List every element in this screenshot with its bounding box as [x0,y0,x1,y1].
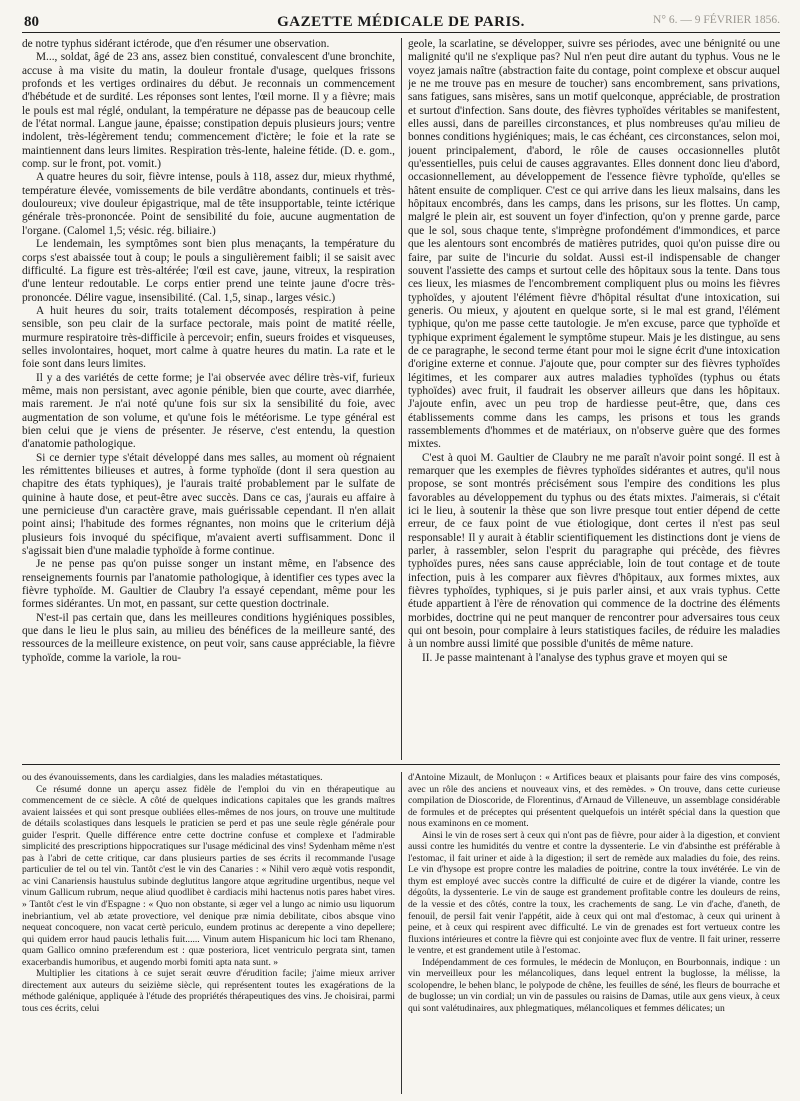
paragraph: Je ne pense pas qu'on puisse songer un instant même, en l'absence des renseignements fournis par l'anatomie pathologique, à identifier ces types avec la fièvre typhoïde. M. Gaultier de Claubry l'a essayé cependant, même pour les formes sidérantes. Un mot, en passant, sur cette question doctrinale. [22,558,395,611]
column-divider [401,38,402,760]
paragraph: Indépendamment de ces formules, le médecin de Monluçon, en Bourbonnais, indique : un vin merveilleux pour les mélancoliques, dans lequel entrent la buglosse, la mélisse, la scolopendre, le behen blanc, le polypode de chêne, les feuilles de séné, les fleurs de bourrache et de buglosse; un vin cordial; un vin de passules ou raisins de Damas, utile aux gens vieux, à ceux qui sont valétudinaires, aux phlegmatiques, mélancoliques et femmes délicates; un [408,956,780,1014]
newspaper-page [22,10,780,1094]
paragraph: ou des évanouissements, dans les cardialgies, dans les maladies métastatiques. [22,772,323,783]
section-divider [22,764,780,765]
feuilleton-article [22,38,780,760]
wine-therapy-article [22,772,780,1094]
paragraph: Ainsi le vin de roses sert à ceux qui n'ont pas de fièvre, pour aider à la digestion, et convient aussi contre les humidités du ventre et contre la dyssenterie. Le vin d'absinthe est préférable à l'estomac, il fait uriner et aide à la digestion; il sert de remède aux maladies du foie, des reins. Le vin d'hysope est propre contre les maladies de poitrine, contre la toux invétérée. Le vin de thym est employé avec succès contre la difficulté de cuire et de digérer la viande, contre les dégoûts, la dyssenterie. Le vin de sauge est grandement profitable contre les douleurs de reins, de la vessie et des côtés, contre la toux, les crachements de sang. Le vin d'ache, d'aneth, de fenouil, de persil fait venir l'appétit, aide à ceux qui ont mal d'estomac, à ceux qui urinent à peine, et à ceux qui respirent avec difficulté. Le vin de grenades est fort vertueux contre les fluxions intérieures et contre la fièvre qui est conjointe avec flux de ventre. Il fait uriner, resserre le ventre, et est grandement utile à l'estomac. [408,829,780,957]
paragraph: Ce résumé donne un aperçu assez fidèle de l'emploi du vin en thérapeutique au commencement de ce siècle. A côté de quelques indications capitales que les grands maîtres avaient laissées et qui sont presque oubliées elles-mêmes de nos jours, on trouve une multitude de détails scolastiques dans lesquels le praticien se perd et pas une seule règle générale pour guider l'esprit. Quelle différence entre cette doctrine confuse et complexe et l'admirable simplicité des prescriptions hippocratiques sur l'usage médicinal des vins! Sydenham même n'est pas à l'abri de cette critique, car dans plusieurs parties de ses écrits il recommande l'usage particulier de tel ou tel vin. Tantôt c'est le vin des Canaries : « Nihil vero æquè votis respondit, ac vini Canariensis haustulus subinde deglutitus langore atque ægritudine urgentibus, neque vel vinum Gallicum rubrum, neque aliud quodlibet è cardiacis mihi hactenus notis pares habet vires. » Tantôt c'est le vin d'Espagne : « Quo non obstante, si æger vel a lungo ac nimio usu liquorum inebriantium, vel ab ætate provectiore, vel denique præ nimia debilitate, cibos absque vino nequeat concoquere, non vacat certè periculo, eundem protinus ac derepente a vino depellere; qui quidem error haud paucis lethalis fuit...... Vinum autem Hispanicum hic loci tam Rhenano, quam Gallico omnino præferendum est : quæ posteriora, licet ventriculo pergrata sint, tamen exacerbandis humoribus, et augendo morbi fomiti apta nata sunt. » [22,783,395,968]
issue-date-faint: N° 6. — 9 FÉVRIER 1856. [653,14,780,26]
paragraph: de notre typhus sidérant ictérode, que d'en résumer une observation. [22,38,330,50]
paragraph: Si ce dernier type s'était développé dans mes salles, au moment où régnaient les rémittentes bilieuses et autres, à forme typhoïde (dont il sera question au chapitre des états typhiques), je l'aurais traité probablement par le sulfate de quinine à haute dose, et peut-être avec succès. Dans ce cas, j'aurais eu affaire à une pernicieuse d'un caractère grave, mais guérissable cependant. Il n'en allait point ainsi; l'habitude des formes régnantes, non moins que le criterium déjà plusieurs fois invoqué du spécifique, m'avaient averti suffisamment. Donc il s'agissait bien d'une maladie typhoïde à forme continue. [22,451,395,558]
paragraph: Le lendemain, les symptômes sont bien plus menaçants, la température du corps s'est abaissée tout à coup; le pouls a singulièrement faibli; il se saisit avec difficulté. La figure est très-altérée; l'œil est cave, jaune, vitreux, la respiration d'une lenteur redoutable. Le corps entier prend une teinte jaune d'ocre très-prononcée. Délire vague, insensibilité. (Cal. 1,5, sinap., larges vésic.) [22,238,395,304]
paragraph: geole, la scarlatine, se développer, suivre ses périodes, avec une bénignité ou une malignité qu'il ne s'explique pas? Nul n'en peut dire autant du typhus. Vous ne le voyez jamais naître (abstraction faite du contage, point complexe et obscur auquel je ne me trouve pas en mesure de toucher) sans encombrement, sans privations, sans fatigues, sans misères, sans un motif quelconque, appréciable, de prostration et surtout d'infection. Sans doute, des fièvres typhoïdes véritables se manifestent, elles aussi, dans de pareilles circonstances, et plus nombreuses qu'au milieu de bonnes conditions hygiéniques; mais, le cas échéant, ces circonstances, selon moi, jouent principalement, d'abord, le rôle de causes occasionnelles plutôt qu'essentielles, puis celui de causes aggravantes. Elles donnent donc lieu d'abord, occasionnellement, au développement de l'essence fièvre typhoïde, qu'elles se hâtent ensuite de compliquer. C'est ce qui arrive dans les lieux malsains, dans les hôpitaux encombrés, dans les camps, dans les prisons, sur les flottes. Un camp, malgré le plein air, est souvent un foyer d'infection, qu'on y prenne garde, parce que le sol, sous chaque tente, s'imprègne profondément d'immondices, et parce que les alentours sont encombrés de matières putrides, quoi qu'on puisse dire ou faire, par suite de l'incurie du soldat. Aussi est-il indispensable de changer souvent l'assiette des camps et surtout celle des hôpitaux sous la tente. Dans tous ces lieux, les miasmes de l'encombrement compliquent plus ou moins les fièvres typhoïdes, y ajoutent l'élément fièvre d'hôpital résultat d'une intoxication, sui generis. Ou mieux, y ajoutent en quelque sorte, si le mal est grand, l'élément typhique, qu'on me passe cette tautologie. Je m'en excuse, parce que typhoïde et typhique expriment également le symptôme stupeur. Mais je les distingue, au sens de ce paragraphe, le second terme étant pour moi le signe écrit d'une intoxication d'origine externe et connue. J'ajoute que, pour compter sur des fièvres typhoïdes légitimes, et les comparer aux autres maladies typhoïdes (typhus ou états typhoïdes) avec fruit, il faudrait les observer ailleurs que dans les hôpitaux. J'ajoute enfin, avec un peu trop de hardiesse peut-être, que, dans ces établissements comme dans les camps, les prisons et tous les grands rassemblements d'hommes et de matériaux, on n'observe guère que des formes mixtes. [408,38,780,451]
paragraph: d'Antoine Mizault, de Monluçon : « Artifices beaux et plaisants pour faire des vins composés, avec un rôle des anciens et nouveaux vins, et des remèdes. » On trouve, dans cette curieuse compilation de Dioscoride, de Florentinus, d'Arnaud de Villeneuve, un assemblage considérable de formules et de préceptes qui présentent quelquefois un intérêt spécial dans la question que nous examinons en ce moment. [408,772,780,830]
paragraph: Multiplier les citations à ce sujet serait œuvre d'érudition facile; j'aime mieux arriver directement aux auteurs du seizième siècle, qui représentent toutes les exagérations de la méthode galénique, appliquée à l'étude des propriétés thérapeutiques des vins. Je choisirai, parmi tous ces écrits, celui [22,968,395,1014]
journal-title: GAZETTE MÉDICALE DE PARIS. [277,14,525,30]
paragraph: A huit heures du soir, traits totalement décomposés, respiration à peine sensible, son peu clair de la surface pectorale, mais point de matité réelle, murmure respiratoire très-difficile à percevoir; enfin, sueurs froides et visqueuses, selles involontaires, hoquet, mort calme à quatre heures du matin. La rate et le foie sont dans leurs limites. [22,304,395,371]
lower-column-right [408,772,780,1094]
paragraph: II. Je passe maintenant à l'analyse des typhus grave et moyen qui se [422,651,728,664]
lower-column-left [22,772,395,1094]
page-number: 80 [24,14,39,30]
article-column-right [408,38,780,760]
paragraph: Il y a des variétés de cette forme; je l'ai observée avec délire très-vif, furieux même, mais non persistant, avec agonie pénible, bien que courte, avec diarrhée, mais rarement. Je n'ai noté qu'une fois sur six la sensibilité du foie, avec augmentation de son volume, et qu'une fois le météorisme. Le type général est bien celui que je viens de présenter. Je réserve, c'est entendu, la question d'anatomie pathologique. [22,371,395,451]
column-divider [401,772,402,1094]
paragraph: M..., soldat, âgé de 23 ans, assez bien constitué, convalescent d'une bronchite, accuse à ma visite du matin, la douleur frontale d'usage, quelques frissons profonds et les vertiges ordinaires du début. Je reconnais un commencement d'hébétude et de surdité. Les réponses sont lentes, l'œil morne. Il y a fièvre; mais le pouls est mal réglé, ondulant, la température ne dépasse pas de beaucoup celle de l'état normal. Langue jaune, épaisse; constipation depuis plusieurs jours; ventre indolent, très-légèrement tendu; commencement d'ictère; le foie et la rate se maintiennent dans leurs limites. Respiration très-lente, haleine fétide. (D. e. gom., comp. sur le front, pot. vomit.) [22,51,395,171]
paragraph: C'est à quoi M. Gaultier de Claubry ne me paraît n'avoir point songé. Il est à remarquer que les exemples de fièvres typhoïdes sidérantes et autres, qu'il nous propose, se sont montrés précisément sous l'empire des conditions les plus favorables au développement du typhus ou des états mixtes. J'aimerais, si c'était ici le lieu, à soutenir la thèse que son livre presque tout entier dépend de cette erreur, de ce faux point de vue étiologique, dont certes il n'est pas seul responsable! Il y aurait à établir scientifiquement les distinctions dont je viens de parler, à rassembler, selon l'esprit du paragraphe qui précède, des fièvres typhoïdes pures, nées sans cause appréciable, loin de tout contage et de toute infection, puis à les comparer aux fièvres d'hôpitaux, aux formes mixtes, aux fièvres typhoïdes, typhiques, si je puis parler ainsi, et aux vrais typhus. Cette étude appartient à l'ère de rénovation qui commence de la doctrine des éléments morbides, doctrine qui ne peut manquer de rencontrer pour adversaires tous ceux qui ont besoin, pour complaire à leurs statistiques faciles, de réduire les maladies à un nombre aussi limité que possible d'unités de même nature. [408,451,780,651]
article-column-left [22,38,395,760]
page-header [22,10,780,33]
paragraph: A quatre heures du soir, fièvre intense, pouls à 118, assez dur, mieux rhythmé, température élevée, vomissements de bile verdâtre abondants, continuels et très-douloureux; vive douleur épigastrique, mal de tête insupportable, teinte ictérique générale très-prononcée. Point de sensibilité du foie, aucune augmentation de l'organe. (Calomel 1,5; vésic. rég. biliaire.) [22,171,395,237]
paragraph: N'est-il pas certain que, dans les meilleures conditions hygiéniques possibles, que dans le lieu le plus sain, au milieu des bénéfices de la meilleure santé, des ressources de la meilleure existence, on peut voir, sans cause appréciable, la fièvre typhoïde, comme la variole, la rou- [22,611,395,664]
